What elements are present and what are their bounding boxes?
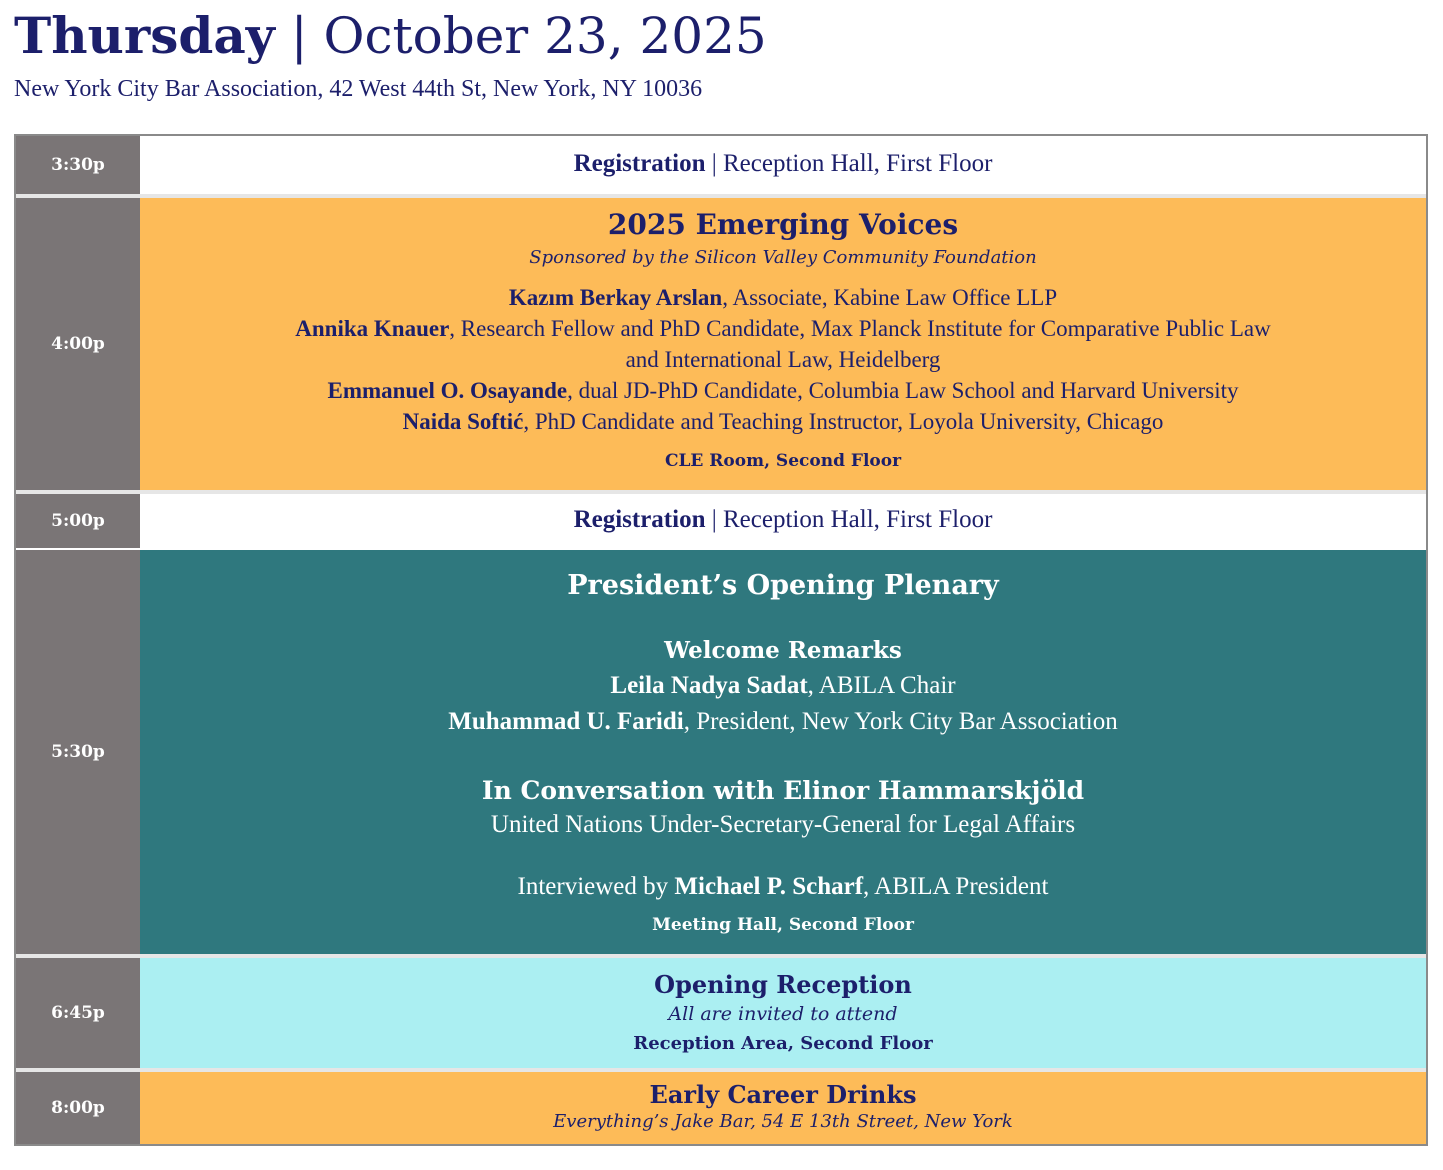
interviewer-prefix: Interviewed by bbox=[517, 873, 675, 900]
registration-line bbox=[140, 150, 1426, 178]
time-cell: 5:00p bbox=[16, 494, 140, 548]
event-title: Opening Reception bbox=[654, 970, 912, 999]
event-title: Registration bbox=[573, 150, 706, 177]
event-cell bbox=[140, 136, 1426, 194]
event-title: Early Career Drinks bbox=[649, 1080, 917, 1109]
event-cell bbox=[140, 958, 1426, 1068]
time-cell: 6:45p bbox=[16, 958, 140, 1068]
time-cell: 3:30p bbox=[16, 136, 140, 194]
event-cell bbox=[140, 1072, 1426, 1144]
event-subtitle: Everything’s Jake Bar, 54 E 13th Street, New York bbox=[553, 1111, 1013, 1132]
schedule-table bbox=[14, 134, 1428, 1146]
time-cell: 4:00p bbox=[16, 198, 140, 490]
speaker-name: Annika Knauer bbox=[295, 316, 450, 341]
venue-address: New York City Bar Association, 42 West 44th St, New York, NY 10036 bbox=[14, 76, 703, 102]
speaker-name: Kazım Berkay Arslan bbox=[508, 285, 723, 310]
schedule-row-registration-1 bbox=[16, 136, 1426, 194]
page-header bbox=[14, 4, 767, 103]
speaker-item bbox=[140, 406, 1426, 437]
interviewer-line bbox=[140, 873, 1426, 901]
time-cell: 8:00p bbox=[16, 1072, 140, 1144]
speaker-item bbox=[140, 672, 1426, 700]
time-cell: 5:30p bbox=[16, 550, 140, 954]
event-location: Reception Hall, First Floor bbox=[723, 150, 993, 177]
event-title: President’s Opening Plenary bbox=[567, 570, 999, 601]
speaker-role: , Associate, Kabine Law Office LLP bbox=[722, 285, 1058, 310]
title-separator: | bbox=[290, 7, 308, 65]
speaker-list bbox=[140, 282, 1426, 437]
interviewer-name: Michael P. Scharf bbox=[674, 873, 864, 900]
event-sponsor: Sponsored by the Silicon Valley Community Foundation bbox=[529, 247, 1037, 268]
title-date: October 23, 2025 bbox=[323, 7, 767, 65]
speaker-role: , dual JD-PhD Candidate, Columbia Law School and Harvard University bbox=[567, 378, 1239, 403]
speaker-name: Leila Nadya Sadat bbox=[610, 672, 808, 699]
speaker-role: , ABILA Chair bbox=[807, 672, 956, 699]
title-day: Thursday bbox=[14, 6, 275, 65]
welcome-heading: Welcome Remarks bbox=[664, 637, 902, 664]
speaker-name: Emmanuel O. Osayande bbox=[327, 378, 568, 403]
event-room: Reception Area, Second Floor bbox=[633, 1033, 933, 1054]
speaker-name: Muhammad U. Faridi bbox=[448, 708, 684, 735]
separator: | bbox=[711, 506, 717, 533]
event-cell bbox=[140, 550, 1426, 954]
event-subtitle: All are invited to attend bbox=[668, 1003, 898, 1025]
speaker-role: , President, New York City Bar Association bbox=[683, 708, 1118, 735]
schedule-row-opening-reception bbox=[16, 958, 1426, 1068]
conversation-heading: In Conversation with Elinor Hammarskjöld bbox=[481, 776, 1085, 805]
speaker-role: , Research Fellow and PhD Candidate, Max Planck Institute for Comparative Public Law bbox=[449, 316, 1271, 341]
speaker-item bbox=[140, 282, 1426, 313]
event-cell bbox=[140, 494, 1426, 548]
event-title: 2025 Emerging Voices bbox=[607, 208, 959, 241]
speaker-item bbox=[140, 313, 1426, 344]
schedule-row-emerging-voices bbox=[16, 198, 1426, 490]
separator: | bbox=[711, 150, 717, 177]
schedule-row-opening-plenary bbox=[16, 550, 1426, 954]
event-room: CLE Room, Second Floor bbox=[664, 451, 902, 471]
registration-line bbox=[140, 506, 1426, 534]
speaker-item bbox=[140, 708, 1426, 736]
conversation-role: United Nations Under-Secretary-General for Legal Affairs bbox=[490, 811, 1076, 838]
schedule-row-early-career-drinks bbox=[16, 1072, 1426, 1144]
speaker-item bbox=[140, 375, 1426, 406]
event-title: Registration bbox=[573, 506, 706, 533]
speaker-role: , PhD Candidate and Teaching Instructor, Loyola University, Chicago bbox=[523, 409, 1164, 434]
speaker-name: Naida Softić bbox=[402, 409, 524, 434]
speaker-role-continued: and International Law, Heidelberg bbox=[625, 347, 941, 372]
page-title bbox=[14, 4, 767, 68]
event-cell bbox=[140, 198, 1426, 490]
interviewer-role: , ABILA President bbox=[863, 873, 1049, 900]
schedule-row-registration-2 bbox=[16, 494, 1426, 548]
event-location: Reception Hall, First Floor bbox=[723, 506, 993, 533]
event-room: Meeting Hall, Second Floor bbox=[652, 915, 914, 935]
